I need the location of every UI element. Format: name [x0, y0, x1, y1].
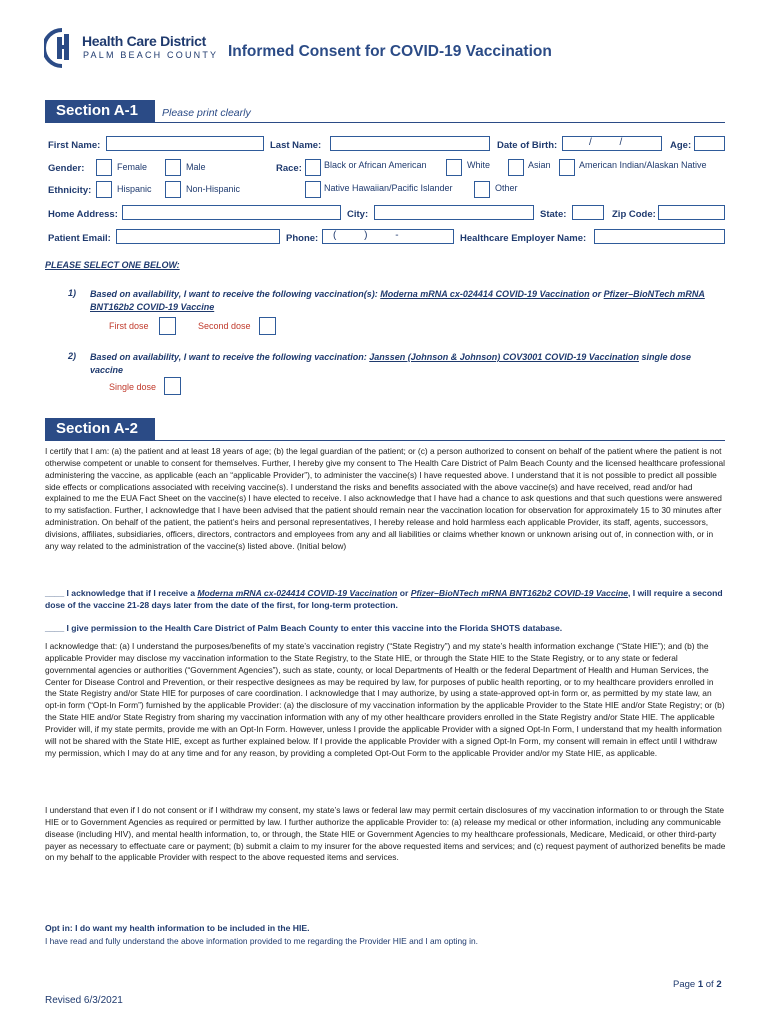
ack1-text-a: I acknowledge that if I receive a — [64, 588, 198, 598]
home-address-label: Home Address: — [48, 209, 118, 220]
dob-label: Date of Birth: — [497, 140, 558, 151]
first-dose-checkbox[interactable] — [159, 317, 176, 335]
hie-paragraph: I acknowledge that: (a) I understand the purposes/benefits of my state’s vaccination registry (“State Registry”) and my state’s health information exchange (“State HIE”); and (b) the applicable Provider may disclose my vaccination information to the State Registry, to the State HIE, or through the State HIE to the State Registry, or to any state or federal governmental agencies or authorities (“Government Agencies”), such as state, county, or local Departments of Health or the federal Department of Health and Human Services, the Center for Disease Control and Prevention, or their respective designees as may be required by law, for purposes of public health reporting, or to my healthcare providers enrolled in the State Registry and/or State HIE for purposes of care coordination. I acknowledge that I may authorize, by using a state-approved opt-in form or, as permitted by my state law, an opt-in form (“Opt-In Form”) furnished by the applicable Provider: (a) the disclosure of my vaccination information by the applicable Provider to the State HIE and/or State Registry; or (b) the State HIE and/or State Registry from sharing my vaccination information with any of my other healthcare providers enrolled in the State Registry and/or State HIE. The applicable Provider will, if my state permits, provide me with an Opt-In Form. However, unless I provide the applicable Provider with a signed Opt-In Form, I understand that my health information will not be shared with the State HIE, except as further explained below. If I provide the applicable Provider with a signed Opt-In Form, my consent will remain in effect until I withdraw my permission, which I may do at any time and for any reason, by providing a completed Opt-Out Form to the applicable Provider and/or my State HIE, as applicable. — [45, 641, 725, 758]
optin-text: I have read and fully understand the above information provided to me regarding the Provider HIE and I am opting in. — [45, 936, 478, 946]
ethnicity-label: Ethnicity: — [48, 185, 92, 196]
dob-separators: / / — [589, 137, 623, 148]
race-black-label: Black or African American — [324, 160, 427, 170]
hcd-logo-icon — [44, 28, 80, 68]
option2-text — [90, 351, 710, 376]
page-current: 1 — [697, 979, 704, 990]
consent-paragraph: I certify that I am: (a) the patient and at least 18 years of age; (b) the legal guardian of the patient; or (c) a person authorized to consent on behalf of the patient where the patient is not otherwise competent or unable to consent for themselves. Further, I hereby give my consent to The Health Care District of Palm Beach County and the licensed healthcare professional administering the vaccine, as applicable (each an “applicable Provider”), to administer the vaccine(s) I have requested above. I understand that it is not possible to predict all possible side effects or complications associated with receiving vaccine(s). I understand the risks and benefits associated with the above vaccine(s) and have received, read and/or had explained to me the EUA Fact Sheet on the vaccine(s) I have elected to receive. I also acknowledge that I have had a chance to ask questions and that such questions were answered to my satisfaction. Further, I acknowledge that I have been advised that the patient should remain near the vaccination location for observation for approximately 15 to 30 minutes after administration. On behalf of the patient, the patient’s heirs and personal representatives, I hereby release and hold harmless each applicable Provider, its staff, agents, successors, divisions, affiliates, subsidiaries, officers, directors, contractors and employees from any and all liabilities or claims whether known or unknown arising out of, in connection with, or in any way related to the administration of the vaccine(s) listed above. (Initial below) — [45, 446, 725, 551]
ack1-text-c: , I will require a second dose of the vaccine 21-28 days later from the date of the first, for long-term protection. — [45, 588, 723, 610]
ack1-line — [45, 587, 727, 611]
ack1-link-moderna: Moderna mRNA cx-024414 COVID-19 Vaccination — [197, 588, 398, 598]
second-dose-label: Second dose — [198, 321, 251, 331]
last-name-field[interactable] — [330, 136, 490, 151]
page-number — [673, 979, 722, 990]
phone-label: Phone: — [286, 233, 319, 244]
race-asian-checkbox[interactable] — [508, 159, 524, 176]
female-label: Female — [117, 162, 148, 172]
age-field[interactable] — [694, 136, 725, 151]
option2-text-a: Based on availability, I want to receive the following vaccination: — [90, 352, 370, 362]
race-other-label: Other — [495, 183, 518, 193]
race-native-hawaiian-label: Native Hawaiian/Pacific Islander — [324, 183, 453, 193]
release-paragraph: I understand that even if I do not consent or if I withdraw my consent, my state’s laws or federal law may permit certain disclosures of my vaccination information to or through the State HIE or to Government Agencies as required or permitted by law. I further authorize the applicable Provider to: (a) release my medical or other information, including any communicable disease (including HIV), and mental health information, to, or through, the State HIE or Government Agencies to my healthcare professionals, Medicare, Medicaid, or other third-party payer as necessary to effectuate care or payment; (b) submit a claim to my insurer for the above requested items and services; and (c) request payment of authorized benefits be made on my behalf to the applicable Provider with respect to the above requested items and services. — [45, 805, 726, 863]
org-name: Health Care District — [82, 33, 206, 49]
city-field[interactable] — [374, 205, 534, 220]
email-field[interactable] — [116, 229, 280, 244]
page-mid: of — [703, 979, 717, 990]
state-label: State: — [540, 209, 567, 220]
race-american-indian-label: American Indian/Alaskan Native — [579, 160, 707, 170]
first-name-label: First Name: — [48, 140, 101, 151]
option1-num: 1) — [68, 288, 77, 298]
single-dose-label: Single dose — [109, 382, 157, 392]
revised-date: Revised 6/3/2021 — [45, 995, 123, 1006]
hcd-logo — [44, 28, 219, 68]
hispanic-label: Hispanic — [117, 184, 152, 194]
org-sub: PALM BEACH COUNTY — [83, 50, 219, 60]
home-address-field[interactable] — [122, 205, 341, 220]
zip-field[interactable] — [658, 205, 725, 220]
single-dose-checkbox[interactable] — [164, 377, 181, 395]
section-a1-rule — [45, 122, 725, 123]
section-a2-rule — [45, 440, 725, 441]
race-american-indian-checkbox[interactable] — [559, 159, 575, 176]
section-a1-heading: Section A-1 — [45, 100, 155, 122]
option1-link-moderna: Moderna mRNA cx-024414 COVID-19 Vaccination — [380, 289, 590, 299]
race-black-checkbox[interactable] — [305, 159, 321, 176]
state-field[interactable] — [572, 205, 604, 220]
zip-label: Zip Code: — [612, 209, 656, 220]
first-dose-label: First dose — [109, 321, 149, 331]
female-checkbox[interactable] — [96, 159, 112, 176]
ack2-initial-blank[interactable]: ____ — [45, 623, 65, 633]
option1-text — [90, 288, 710, 313]
city-label: City: — [347, 209, 369, 220]
hispanic-checkbox[interactable] — [96, 181, 112, 198]
dob-field[interactable] — [562, 136, 662, 151]
male-label: Male — [186, 162, 206, 172]
option2-num: 2) — [68, 351, 77, 361]
print-note: Please print clearly — [162, 107, 251, 119]
optin-heading: Opt in: I do want my health information to be included in the HIE. — [45, 923, 310, 933]
non-hispanic-label: Non-Hispanic — [186, 184, 241, 194]
race-other-checkbox[interactable] — [474, 181, 490, 198]
second-dose-checkbox[interactable] — [259, 317, 276, 335]
option2-text-b: single dose vaccine — [90, 352, 691, 375]
ack1-initial-blank[interactable]: ____ — [45, 588, 65, 598]
ack1-link-pfizer: Pfizer–BioNTech mRNA BNT162b2 COVID-19 Vaccine — [410, 588, 629, 598]
first-name-field[interactable] — [106, 136, 264, 151]
select-heading: PLEASE SELECT ONE BELOW: — [45, 260, 180, 270]
section-a2-heading: Section A-2 — [45, 418, 155, 440]
race-label: Race: — [276, 163, 302, 174]
employer-field[interactable] — [594, 229, 725, 244]
race-white-label: White — [467, 160, 491, 170]
page-prefix: Page — [673, 979, 698, 990]
email-label: Patient Email: — [48, 233, 111, 244]
phone-field[interactable] — [322, 229, 454, 244]
option1-text-a: Based on availability, I want to receive the following vaccination(s): — [90, 289, 381, 299]
page-total: 2 — [716, 979, 722, 990]
race-native-hawaiian-checkbox[interactable] — [305, 181, 321, 198]
employer-label: Healthcare Employer Name: — [460, 233, 587, 244]
page-title: Informed Consent for COVID-19 Vaccination — [228, 43, 552, 60]
option1-text-b: or — [589, 289, 604, 299]
phone-format: ( ) - — [333, 230, 399, 241]
option1-link-pfizer: Pfizer–BioNTech mRNA BNT162b2 COVID-19 Vaccine — [90, 289, 705, 312]
ack1-text-b: or — [397, 588, 411, 598]
ack2-line — [45, 623, 727, 633]
race-white-checkbox[interactable] — [446, 159, 462, 176]
last-name-label: Last Name: — [270, 140, 322, 151]
male-checkbox[interactable] — [165, 159, 181, 176]
race-asian-label: Asian — [528, 160, 551, 170]
non-hispanic-checkbox[interactable] — [165, 181, 181, 198]
age-label: Age: — [670, 140, 692, 151]
ack2-text: I give permission to the Health Care District of Palm Beach County to enter this vaccine into the Florida SHOTS database. — [64, 623, 563, 633]
gender-label: Gender: — [48, 163, 85, 174]
option2-link-janssen: Janssen (Johnson & Johnson) COV3001 COVID-19 Vaccination — [369, 352, 639, 362]
